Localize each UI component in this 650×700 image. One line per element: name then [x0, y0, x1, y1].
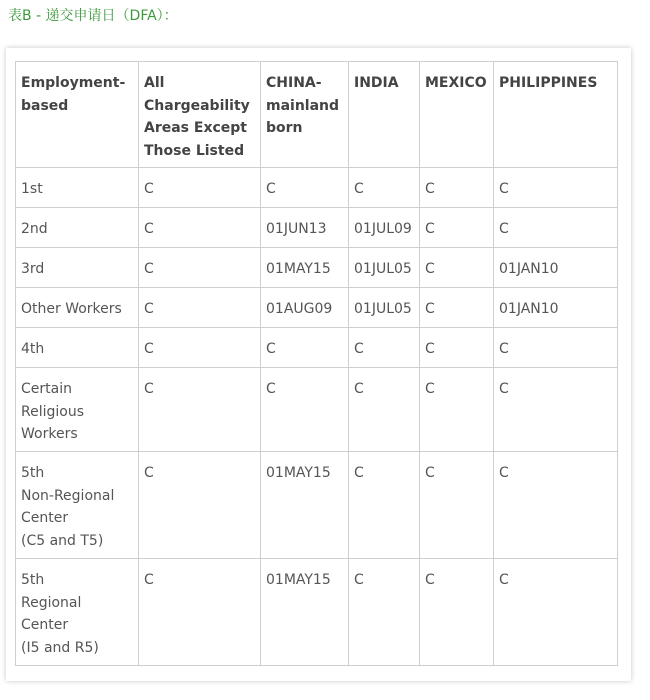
header-row — [16, 62, 618, 168]
date-cell: C — [349, 328, 420, 368]
date-cell: 01MAY15 — [261, 452, 349, 559]
date-cell: C — [494, 559, 618, 666]
date-cell: 01AUG09 — [261, 288, 349, 328]
date-cell: C — [494, 208, 618, 248]
date-cell: C — [420, 288, 494, 328]
header-india: INDIA — [349, 62, 420, 168]
date-cell: C — [494, 368, 618, 452]
date-cell: C — [139, 208, 261, 248]
date-cell: 01JUL09 — [349, 208, 420, 248]
header-mexico: MEXICO — [420, 62, 494, 168]
table-row — [16, 168, 618, 208]
table-row — [16, 208, 618, 248]
date-cell: C — [139, 559, 261, 666]
category-cell: 5th Regional Center (I5 and R5) — [16, 559, 139, 666]
date-cell: C — [420, 368, 494, 452]
header-employment-based: Employment- based — [16, 62, 139, 168]
date-cell: C — [261, 328, 349, 368]
date-cell: C — [420, 168, 494, 208]
date-cell: C — [349, 559, 420, 666]
header-philippines: PHILIPPINES — [494, 62, 618, 168]
table-row — [16, 288, 618, 328]
date-cell: C — [349, 452, 420, 559]
table-row — [16, 248, 618, 288]
date-cell: C — [349, 168, 420, 208]
date-cell: C — [420, 559, 494, 666]
date-cell: C — [139, 452, 261, 559]
date-cell: C — [420, 452, 494, 559]
category-cell: 3rd — [16, 248, 139, 288]
date-cell: C — [139, 328, 261, 368]
category-cell: 4th — [16, 328, 139, 368]
date-cell: 01JAN10 — [494, 288, 618, 328]
category-cell: Certain Religious Workers — [16, 368, 139, 452]
date-cell: C — [494, 168, 618, 208]
date-cell: C — [261, 168, 349, 208]
date-cell: C — [139, 368, 261, 452]
table-row — [16, 328, 618, 368]
date-cell: 01JUN13 — [261, 208, 349, 248]
date-cell: 01MAY15 — [261, 248, 349, 288]
date-cell: 01JUL05 — [349, 248, 420, 288]
category-cell: Other Workers — [16, 288, 139, 328]
date-cell: 01JUL05 — [349, 288, 420, 328]
visa-bulletin-table — [15, 61, 618, 666]
date-cell: C — [494, 452, 618, 559]
date-cell: 01JAN10 — [494, 248, 618, 288]
header-china: CHINA- mainland born — [261, 62, 349, 168]
table-row — [16, 559, 618, 666]
date-cell: 01MAY15 — [261, 559, 349, 666]
table-caption: 表B - 递交申请日（DFA）： — [8, 8, 178, 24]
table-row — [16, 368, 618, 452]
date-cell: C — [494, 328, 618, 368]
date-cell: C — [349, 368, 420, 452]
date-cell: C — [420, 248, 494, 288]
date-cell: C — [139, 248, 261, 288]
category-cell: 5th Non-Regional Center (C5 and T5) — [16, 452, 139, 559]
table-row — [16, 452, 618, 559]
date-cell: C — [139, 288, 261, 328]
category-cell: 2nd — [16, 208, 139, 248]
date-cell: C — [420, 328, 494, 368]
date-cell: C — [139, 168, 261, 208]
header-all-chargeability: All Chargeability Areas Except Those Listed — [139, 62, 261, 168]
date-cell: C — [261, 368, 349, 452]
date-cell: C — [420, 208, 494, 248]
category-cell: 1st — [16, 168, 139, 208]
